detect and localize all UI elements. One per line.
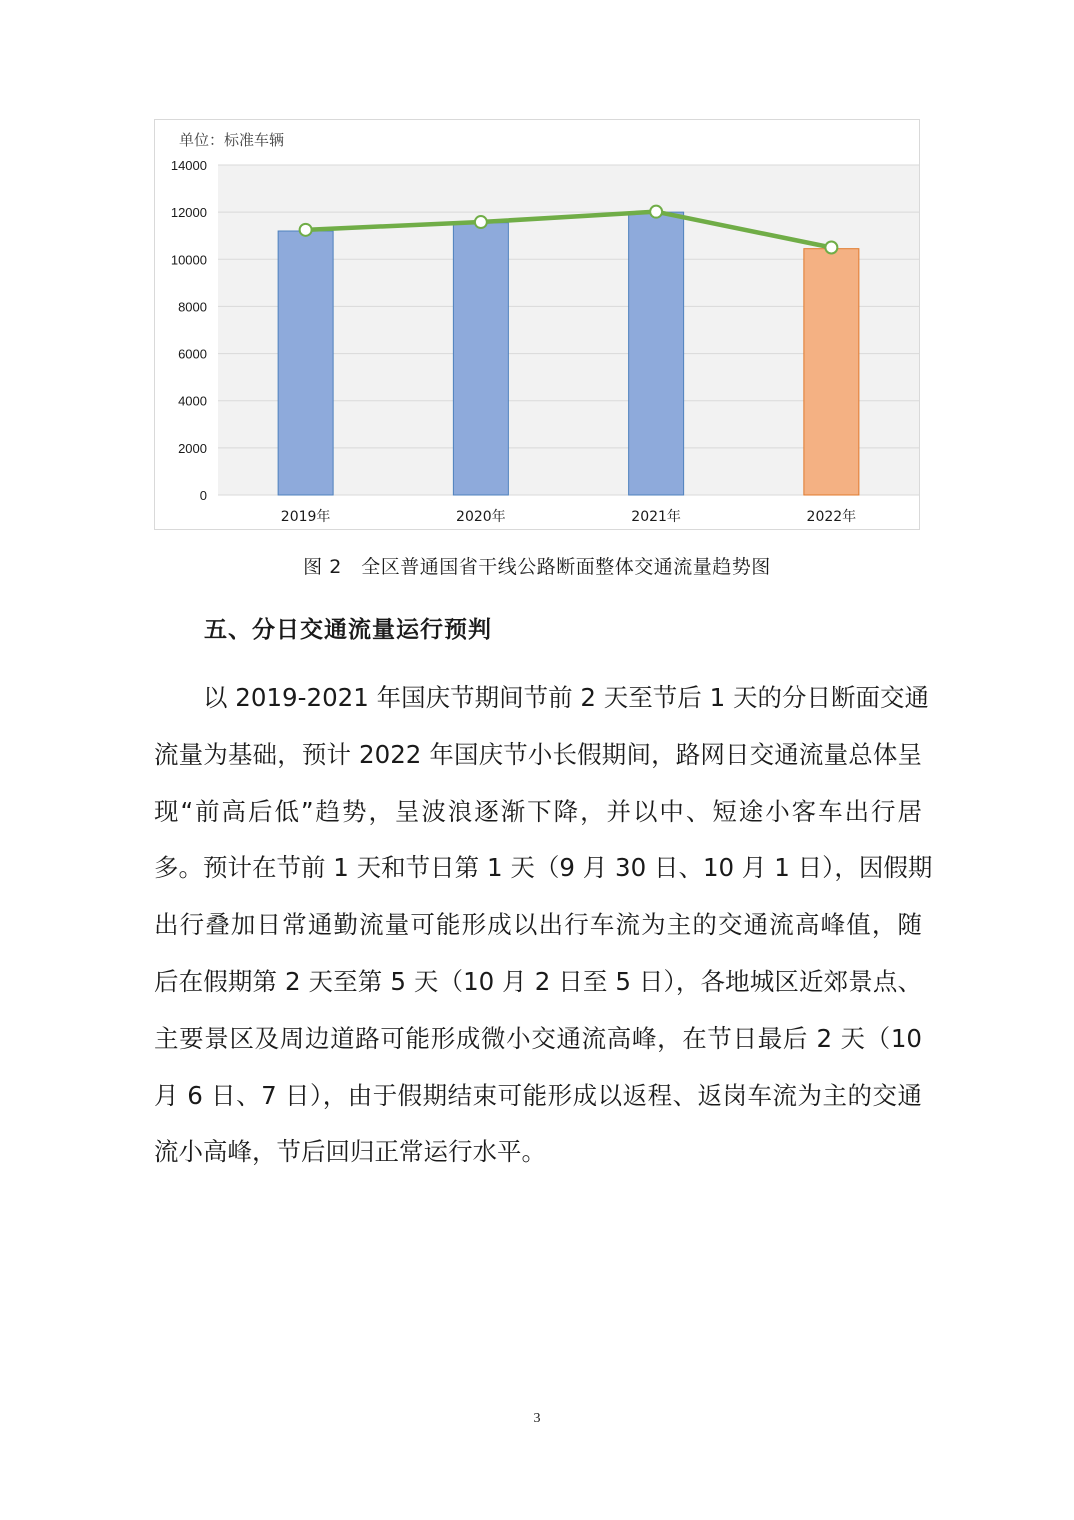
paragraph-line: 月 6 日、7 日），由于假期结束可能形成以返程、返岗车流为主的交通 xyxy=(154,1080,922,1110)
bar xyxy=(453,223,508,495)
chart-svg xyxy=(155,120,921,531)
y-tick-label: 10000 xyxy=(170,252,207,268)
y-tick-label: 2000 xyxy=(178,440,207,456)
y-tick-label: 14000 xyxy=(170,158,207,173)
bar xyxy=(804,249,859,495)
y-tick-label: 8000 xyxy=(178,299,207,315)
trend-point xyxy=(475,216,487,228)
y-tick-label: 12000 xyxy=(170,205,207,221)
x-tick-label: 2019年 xyxy=(280,509,331,525)
traffic-chart xyxy=(154,119,920,530)
y-tick-label: 6000 xyxy=(178,346,207,362)
paragraph-line: 以 2019-2021 年国庆节期间节前 2 天至节后 1 天的分日断面交通 xyxy=(203,683,929,712)
y-tick-label: 0 xyxy=(199,488,207,503)
paragraph-line: 后在假期第 2 天至第 5 天（10 月 2 日至 5 日），各地城区近郊景点、 xyxy=(154,966,922,996)
bar xyxy=(278,231,333,495)
trend-point xyxy=(300,224,312,236)
x-tick-label: 2021年 xyxy=(631,509,681,525)
trend-point xyxy=(825,242,837,254)
x-tick-label: 2022年 xyxy=(806,509,857,525)
paragraph-line: 主要景区及周边道路可能形成微小交通流高峰，在节日最后 2 天（10 xyxy=(154,1023,922,1053)
page-number: 3 xyxy=(533,1411,541,1426)
paragraph-line: 多。预计在节前 1 天和节日第 1 天（9 月 30 日、10 月 1 日），因假期 xyxy=(154,853,933,883)
unit-label: 单位：标准车辆 xyxy=(179,131,285,149)
paragraph-line: 流量为基础，预计 2022 年国庆节小长假期间，路网日交通流量总体呈 xyxy=(154,739,922,769)
paragraph-line: 现“前高后低”趋势，呈波浪逐渐下降，并以中、短途小客车出行居 xyxy=(154,796,922,826)
x-tick-label: 2020年 xyxy=(456,509,506,525)
trend-point xyxy=(650,206,662,218)
body-paragraph xyxy=(154,670,933,1181)
figure-caption: 图 2 全区普通国省干线公路断面整体交通流量趋势图 xyxy=(303,556,771,578)
paragraph-line: 出行叠加日常通勤流量可能形成以出行车流为主的交通流高峰值，随 xyxy=(154,910,922,940)
bar xyxy=(629,212,684,495)
paragraph-line: 流小高峰，节后回归正常运行水平。 xyxy=(154,1137,546,1167)
y-tick-label: 4000 xyxy=(178,393,207,409)
section-heading: 五、分日交通流量运行预判 xyxy=(204,617,492,643)
